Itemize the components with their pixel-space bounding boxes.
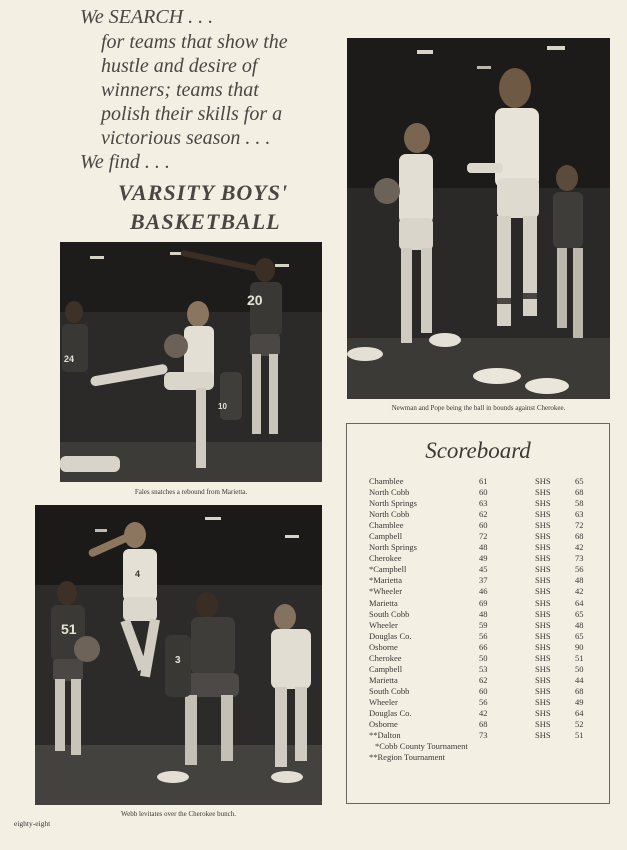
- scoreboard-row: [347, 730, 609, 741]
- team-label: SHS: [535, 696, 551, 707]
- opponent-name: North Springs: [369, 542, 417, 553]
- team-score: 50: [575, 663, 584, 674]
- opponent-score: 69: [479, 597, 488, 608]
- scoreboard-row: [347, 675, 609, 686]
- jersey-number-24: 24: [64, 354, 75, 364]
- team-label: SHS: [535, 674, 551, 685]
- team-label: SHS: [535, 663, 551, 674]
- scoreboard-row: [347, 509, 609, 520]
- team-label: SHS: [535, 652, 551, 663]
- team-score: 64: [575, 707, 584, 718]
- opponent-name: Douglas Co.: [369, 630, 412, 641]
- opponent-score: 61: [479, 476, 488, 486]
- team-score: 73: [575, 553, 584, 564]
- opponent-name: Campbell: [369, 663, 403, 674]
- photo-rebound-scene: [60, 242, 322, 482]
- team-label: SHS: [535, 487, 551, 498]
- opponent-name: North Cobb: [369, 509, 410, 520]
- opponent-score: 46: [479, 586, 488, 597]
- team-score: 48: [575, 619, 584, 630]
- team-score: 63: [575, 509, 584, 520]
- scoreboard-row: [347, 708, 609, 719]
- opponent-name: Douglas Co.: [369, 707, 412, 718]
- team-label: SHS: [535, 509, 551, 520]
- opponent-score: 62: [479, 509, 488, 520]
- team-score: 51: [575, 652, 584, 663]
- scoreboard-row: [347, 542, 609, 553]
- team-score: 42: [575, 586, 584, 597]
- scoreboard-row: [347, 553, 609, 564]
- team-score: 65: [575, 630, 584, 641]
- team-label: SHS: [535, 707, 551, 718]
- team-score: 44: [575, 674, 584, 685]
- team-score: 68: [575, 531, 584, 542]
- intro-text-block: [0, 0, 340, 240]
- intro-line-4: winners; teams that: [101, 79, 259, 101]
- opponent-score: 50: [479, 652, 488, 663]
- scoreboard-row: [347, 719, 609, 730]
- opponent-name: North Cobb: [369, 487, 410, 498]
- opponent-name: Campbell: [369, 531, 403, 542]
- opponent-score: 60: [479, 520, 488, 531]
- team-label: SHS: [535, 476, 551, 486]
- photo-rebound-marietta: [60, 242, 322, 482]
- team-score: 48: [575, 575, 584, 586]
- opponent-score: 56: [479, 696, 488, 707]
- scoreboard-row: [347, 653, 609, 664]
- intro-line-2: for teams that show the: [101, 31, 288, 53]
- team-score: 72: [575, 520, 584, 531]
- opponent-name: Cherokee: [369, 652, 402, 663]
- opponent-name: Marietta: [369, 597, 398, 608]
- jersey-number-20: 20: [247, 292, 263, 308]
- team-label: SHS: [535, 685, 551, 696]
- scoreboard-row: [347, 531, 609, 542]
- opponent-score: 49: [479, 553, 488, 564]
- scoreboard-row: [347, 586, 609, 597]
- team-label: SHS: [535, 630, 551, 641]
- opponent-score: 60: [479, 685, 488, 696]
- opponent-score: 48: [479, 542, 488, 553]
- scoreboard-row: [347, 476, 609, 487]
- jersey-number-10: 10: [218, 402, 227, 411]
- team-label: SHS: [535, 553, 551, 564]
- opponent-score: 45: [479, 564, 488, 575]
- scoreboard-row: [347, 498, 609, 509]
- team-score: 56: [575, 564, 584, 575]
- scoreboard-row: [347, 609, 609, 620]
- scoreboard-row: [347, 564, 609, 575]
- opponent-name: Wheeler: [369, 696, 398, 707]
- opponent-score: 48: [479, 608, 488, 619]
- scoreboard-row: [347, 664, 609, 675]
- team-score: 65: [575, 476, 584, 486]
- footnote-cobb-county-text: *Cobb County Tournament: [375, 741, 468, 752]
- team-label: SHS: [535, 597, 551, 608]
- opponent-name: **Dalton: [369, 730, 401, 741]
- opponent-name: North Springs: [369, 498, 417, 509]
- opponent-name: *Marietta: [369, 575, 403, 586]
- team-label: SHS: [535, 520, 551, 531]
- opponent-name: Marietta: [369, 674, 398, 685]
- page-title-line-2: BASKETBALL: [130, 209, 281, 234]
- photo-inbounds-scene: [347, 38, 610, 399]
- opponent-score: 66: [479, 641, 488, 652]
- opponent-name: Chamblee: [369, 476, 404, 486]
- photo-levitates-cherokee: [35, 505, 322, 805]
- scoreboard-list: [347, 476, 609, 763]
- team-label: SHS: [535, 531, 551, 542]
- team-score: 49: [575, 696, 584, 707]
- scoreboard-row: [347, 487, 609, 498]
- scoreboard-row: [347, 620, 609, 631]
- team-label: SHS: [535, 719, 551, 730]
- intro-line-7: We find . . .: [80, 151, 170, 173]
- team-label: SHS: [535, 608, 551, 619]
- jersey-number-51: 51: [61, 621, 77, 637]
- team-score: 52: [575, 719, 584, 730]
- opponent-score: 72: [479, 531, 488, 542]
- team-score: 90: [575, 641, 584, 652]
- team-label: SHS: [535, 641, 551, 652]
- team-label: SHS: [535, 564, 551, 575]
- scoreboard-row: [347, 598, 609, 609]
- team-label: SHS: [535, 498, 551, 509]
- opponent-score: 59: [479, 619, 488, 630]
- team-score: 68: [575, 685, 584, 696]
- team-label: SHS: [535, 619, 551, 630]
- opponent-name: *Wheeler: [369, 586, 403, 597]
- opponent-score: 60: [479, 487, 488, 498]
- opponent-name: South Cobb: [369, 608, 410, 619]
- scoreboard-row: [347, 631, 609, 642]
- opponent-score: 68: [479, 719, 488, 730]
- scoreboard-row: [347, 697, 609, 708]
- opponent-score: 63: [479, 498, 488, 509]
- team-score: 51: [575, 730, 584, 741]
- caption-rebound: Fales snatches a rebound from Marietta.: [134, 488, 248, 496]
- team-label: SHS: [535, 542, 551, 553]
- opponent-score: 53: [479, 663, 488, 674]
- photo-inbounds-cherokee: [347, 38, 610, 399]
- jersey-number-3: 3: [175, 655, 181, 666]
- team-score: 42: [575, 542, 584, 553]
- caption-inbounds: Newman and Pope being the ball in bounds against Cherokee.: [391, 404, 566, 412]
- team-score: 68: [575, 487, 584, 498]
- opponent-score: 62: [479, 674, 488, 685]
- opponent-name: Wheeler: [369, 619, 398, 630]
- opponent-name: Chamblee: [369, 520, 404, 531]
- intro-line-6: victorious season . . .: [101, 127, 271, 149]
- team-score: 65: [575, 608, 584, 619]
- footnote-region-text: **Region Tournament: [369, 752, 445, 763]
- opponent-name: Cherokee: [369, 553, 402, 564]
- scoreboard-row: [347, 686, 609, 697]
- caption-levitates: Webb levitates over the Cherokee bunch.: [121, 810, 236, 818]
- team-score: 64: [575, 597, 584, 608]
- scoreboard-row: [347, 642, 609, 653]
- team-score: 58: [575, 498, 584, 509]
- scoreboard-box: [346, 423, 610, 804]
- opponent-name: South Cobb: [369, 685, 410, 696]
- opponent-score: 73: [479, 730, 488, 741]
- team-label: SHS: [535, 730, 551, 741]
- scoreboard-row: [347, 575, 609, 586]
- team-label: SHS: [535, 575, 551, 586]
- footnote-cobb-county: [347, 741, 609, 752]
- opponent-name: Osborne: [369, 641, 398, 652]
- opponent-name: *Campbell: [369, 564, 407, 575]
- opponent-score: 37: [479, 575, 488, 586]
- opponent-score: 56: [479, 630, 488, 641]
- opponent-name: Osborne: [369, 719, 398, 730]
- team-label: SHS: [535, 586, 551, 597]
- opponent-score: 42: [479, 707, 488, 718]
- page-number: eighty-eight: [14, 819, 51, 828]
- scoreboard-row: [347, 520, 609, 531]
- footnote-region: [347, 752, 609, 763]
- jersey-number-4: 4: [135, 569, 141, 579]
- intro-line-5: polish their skills for a: [101, 103, 283, 125]
- intro-line-3: hustle and desire of: [101, 55, 258, 77]
- scoreboard-title: Scoreboard: [425, 438, 531, 463]
- page-title-line-1: VARSITY BOYS': [118, 180, 289, 205]
- intro-line-1: We SEARCH . . .: [80, 6, 214, 28]
